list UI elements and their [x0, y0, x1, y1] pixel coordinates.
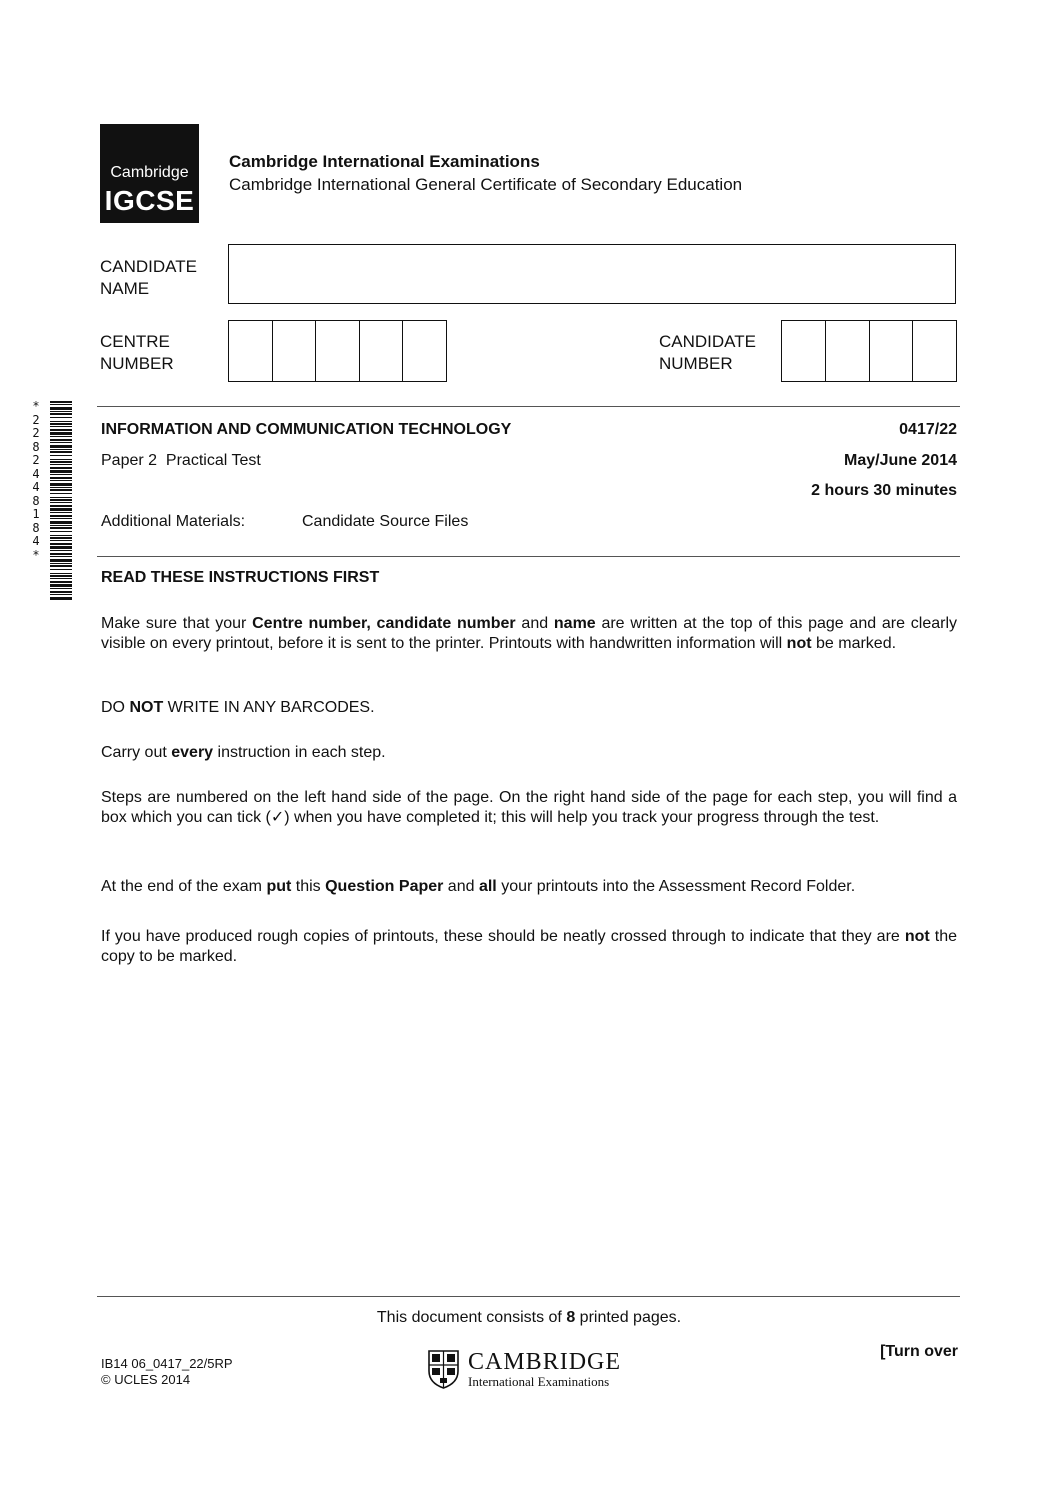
- barcode-bar: [50, 535, 72, 536]
- document-reference: IB14 06_0417_22/5RP © UCLES 2014: [101, 1356, 233, 1387]
- org-name: Cambridge International Examinations: [229, 152, 540, 171]
- barcode-bar: [50, 464, 72, 465]
- barcode-bar: [50, 546, 72, 549]
- barcode-bar: [50, 573, 72, 574]
- centre-number-digit[interactable]: [229, 321, 272, 381]
- barcode-bar: [50, 417, 72, 418]
- barcode: [50, 401, 72, 601]
- instruction-paragraph: If you have produced rough copies of printouts, these should be neatly crossed through to indicate that they are not the copy to be marked.: [101, 928, 958, 965]
- barcode-bar: [50, 493, 72, 494]
- candidate-number-digit[interactable]: [912, 321, 956, 381]
- candidate-number-digit[interactable]: [825, 321, 869, 381]
- barcode-bar: [50, 515, 72, 517]
- barcode-bar: [50, 575, 72, 577]
- centre-number-digit[interactable]: [315, 321, 359, 381]
- barcode-bar: [50, 563, 72, 564]
- barcode-bar: [50, 407, 72, 410]
- barcode-bar: [50, 445, 72, 448]
- barcode-bar: [50, 483, 72, 486]
- barcode-bar: [50, 432, 72, 435]
- divider-top: [97, 406, 960, 407]
- paper-title: Paper 2 Practical Test: [101, 452, 261, 469]
- instruction-paragraph: Carry out every instruction in each step.: [101, 744, 386, 761]
- candidate-number-digit[interactable]: [782, 321, 825, 381]
- centre-number-field[interactable]: [228, 320, 447, 382]
- barcode-bar: [50, 449, 72, 450]
- barcode-bar: [50, 470, 72, 473]
- barcode-bar: [50, 556, 72, 557]
- barcode-bar: [50, 459, 72, 460]
- subject-title: INFORMATION AND COMMUNICATION TECHNOLOGY: [101, 421, 512, 438]
- barcode-bar: [50, 588, 72, 589]
- divider-bottom: [97, 1296, 960, 1297]
- barcode-bar: [50, 527, 72, 529]
- qualification-name: Cambridge International General Certificate of Secondary Education: [229, 175, 743, 194]
- barcode-bar: [50, 581, 72, 583]
- candidate-name-label: CANDIDATE NAME: [100, 257, 197, 298]
- centre-number-digit[interactable]: [272, 321, 316, 381]
- instruction-paragraph: Make sure that your Centre number, candidate number and name are written at the top of this page and are clearly visible on every printout, before it is sent to the printer. Printouts with handwritten information will not be marked.: [101, 615, 958, 652]
- cambridge-subtitle: International Examinations: [468, 1374, 610, 1389]
- barcode-bar: [50, 455, 72, 456]
- centre-number-digit[interactable]: [402, 321, 446, 381]
- barcode-bar: [50, 553, 72, 555]
- logo-line2: IGCSE: [104, 185, 195, 216]
- barcode-bar: [50, 559, 72, 562]
- barcode-bar: [50, 439, 72, 441]
- barcode-bar: [50, 565, 72, 567]
- candidate-number-field[interactable]: [781, 320, 957, 382]
- barcode-bar: [50, 594, 72, 595]
- barcode-bar: [50, 569, 72, 570]
- barcode-bar: [50, 540, 72, 541]
- candidate-number-label: CANDIDATE NUMBER: [659, 332, 756, 373]
- barcode-bar: [50, 578, 72, 579]
- barcode-bar: [50, 467, 72, 469]
- centre-number-label: CENTRE NUMBER: [100, 332, 174, 373]
- barcode-bar: [50, 421, 72, 422]
- instruction-paragraph: At the end of the exam put this Question Paper and all your printouts into the Assessment Record Folder.: [101, 878, 856, 895]
- candidate-name-field[interactable]: [228, 244, 956, 304]
- barcode-bar: [50, 537, 72, 539]
- barcode-bar: [50, 521, 72, 524]
- exam-duration: 2 hours 30 minutes: [811, 482, 957, 499]
- igcse-logo: [100, 124, 199, 223]
- barcode-bar: [50, 512, 72, 513]
- barcode-bar: [50, 451, 72, 453]
- barcode-number: * 2 2 8 2 4 4 8 1 8 4 *: [32, 399, 40, 562]
- barcode-bar: [50, 474, 72, 475]
- barcode-bar: [50, 591, 72, 593]
- barcode-bar: [50, 436, 72, 437]
- barcode-bar: [50, 505, 72, 507]
- barcode-bar: [50, 461, 72, 463]
- materials-label: Additional Materials:: [101, 513, 246, 530]
- barcode-bar: [50, 543, 72, 545]
- exam-session: May/June 2014: [844, 452, 957, 469]
- syllabus-code: 0417/22: [899, 421, 957, 438]
- barcode-bar: [50, 531, 72, 532]
- barcode-bar: [50, 584, 72, 587]
- turn-over: [Turn over: [880, 1343, 958, 1360]
- barcode-bar: [50, 502, 72, 503]
- page-count-note: This document consists of 8 printed pages.: [376, 1309, 682, 1326]
- logo-line1: Cambridge: [110, 164, 189, 181]
- divider-middle: [97, 556, 960, 557]
- instruction-paragraph: DO NOT WRITE IN ANY BARCODES.: [101, 699, 375, 716]
- materials-value: Candidate Source Files: [302, 513, 469, 530]
- barcode-bar: [50, 480, 72, 481]
- barcode-bar: [50, 487, 72, 488]
- barcode-bar: [50, 429, 72, 431]
- barcode-bar: [50, 442, 72, 443]
- centre-number-digit[interactable]: [359, 321, 403, 381]
- barcode-bar: [50, 423, 72, 425]
- barcode-bar: [50, 497, 72, 498]
- barcode-bar: [50, 477, 72, 479]
- instruction-paragraph: Steps are numbered on the left hand side of the page. On the right hand side of the page for each step, you will find a box which you can tick (✓) when you have completed it; this will help you track your progress through the test.: [101, 789, 957, 826]
- barcode-bar: [50, 518, 72, 519]
- barcode-bar: [50, 401, 72, 403]
- crest-icon: [427, 1349, 460, 1389]
- barcode-bar: [50, 413, 72, 415]
- barcode-bar: [50, 404, 72, 405]
- barcode-bar: [50, 508, 72, 511]
- barcode-bar: [50, 489, 72, 491]
- barcode-bar: [50, 499, 72, 501]
- barcode-bar: [50, 550, 72, 551]
- barcode-bar: [50, 525, 72, 526]
- instructions-heading: READ THESE INSTRUCTIONS FIRST: [101, 569, 380, 586]
- cambridge-wordmark: CAMBRIDGE: [468, 1349, 622, 1375]
- barcode-bar: [50, 597, 72, 600]
- barcode-bar: [50, 411, 72, 412]
- barcode-bar: [50, 426, 72, 427]
- candidate-number-digit[interactable]: [869, 321, 913, 381]
